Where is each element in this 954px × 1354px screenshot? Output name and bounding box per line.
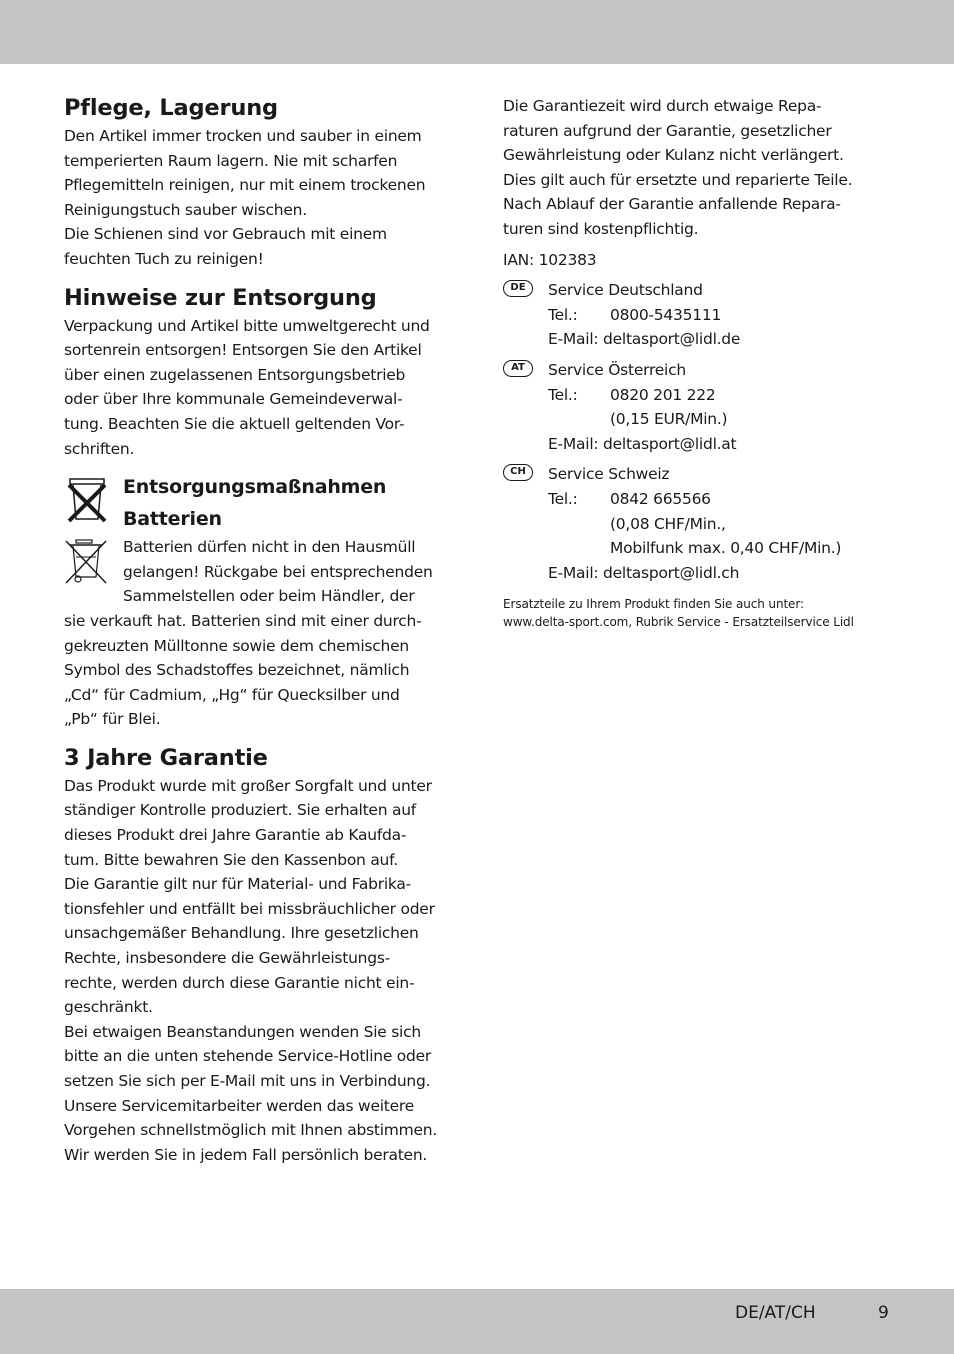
ian-number: IAN: 102383	[503, 250, 597, 269]
text-line: raturen aufgrund der Garantie, gesetzlicher	[503, 121, 832, 140]
country-badge-ch: CH	[503, 464, 533, 481]
crossed-wheelie-bin-icon	[64, 537, 110, 585]
crossed-bin-icon	[64, 475, 110, 525]
battery-heading-line1: Entsorgungsmaßnahmen	[123, 476, 387, 499]
text-line: setzen Sie sich per E-Mail mit uns in Verbindung.	[64, 1072, 431, 1090]
battery-heading-line2: Batterien	[123, 508, 222, 531]
spares-note-line1: Ersatzteile zu Ihrem Produkt finden Sie auch unter:	[503, 597, 804, 612]
email-line: E-Mail: deltasport@lidl.ch	[548, 563, 740, 582]
text-line: dieses Produkt drei Jahre Garantie ab Kaufda-	[64, 826, 407, 845]
text-line: Rechte, insbesondere die Gewährleistungs-	[64, 949, 390, 968]
email-line: E-Mail: deltasport@lidl.at	[548, 434, 737, 453]
text-line: rechte, werden durch diese Garantie nicht ein-	[64, 973, 415, 992]
text-line: feuchten Tuch zu reinigen!	[64, 249, 264, 268]
page-number: 9	[878, 1303, 889, 1323]
service-title: Service Österreich	[548, 360, 686, 379]
tel-label: Tel.:	[548, 305, 578, 324]
text-line: über einen zugelassenen Entsorgungsbetrieb	[64, 365, 406, 384]
service-germany	[503, 278, 883, 352]
top-bar	[0, 0, 954, 64]
text-line: Unsere Servicemitarbeiter werden das weitere	[64, 1096, 414, 1115]
left-column	[64, 92, 456, 1167]
text-line: Batterien dürfen nicht in den Hausmüll	[123, 538, 416, 557]
text-line: Den Artikel immer trocken und sauber in einem	[64, 127, 422, 145]
text-line: Die Garantiezeit wird durch etwaige Repa-	[503, 97, 822, 115]
text-line: turen sind kostenpflichtig.	[503, 219, 699, 238]
tel-number: 0800-5435111	[610, 305, 722, 324]
service-title: Service Schweiz	[548, 465, 670, 484]
text-line: Die Schienen sind vor Gebrauch mit einem	[64, 225, 387, 244]
warranty-heading: 3 Jahre Garantie	[64, 744, 268, 771]
email-line: E-Mail: deltasport@lidl.de	[548, 330, 741, 349]
country-badge-at: AT	[503, 360, 533, 377]
country-badge-de: DE	[503, 280, 533, 297]
text-line: ständiger Kontrolle produziert. Sie erhalten auf	[64, 801, 416, 820]
text-line: Reinigungstuch sauber wischen.	[64, 200, 307, 219]
tel-number: 0820 201 222	[610, 385, 716, 404]
text-line: geschränkt.	[64, 998, 153, 1017]
text-line: gekreuzten Mülltonne sowie dem chemischen	[64, 636, 409, 655]
text-line: Pflegemitteln reinigen, nur mit einem trockenen	[64, 176, 426, 195]
warranty-text	[64, 774, 456, 1168]
text-line: Vorgehen schnellstmöglich mit Ihnen abstimmen.	[64, 1121, 438, 1140]
text-line: temperierten Raum lagern. Nie mit scharfen	[64, 151, 398, 170]
text-line: Bei etwaigen Beanstandungen wenden Sie sich	[64, 1022, 421, 1041]
text-line: unsachgemäßer Behandlung. Ihre gesetzlichen	[64, 924, 419, 943]
text-line: Symbol des Schadstoffes bezeichnet, nämlich	[64, 661, 410, 680]
tel-label: Tel.:	[548, 385, 578, 404]
tel-label: Tel.:	[548, 489, 578, 508]
tel-note: (0,15 EUR/Min.)	[610, 410, 728, 429]
battery-text	[64, 535, 456, 732]
care-heading: Pflege, Lagerung	[64, 95, 278, 121]
text-line: Verpackung und Artikel bitte umweltgerecht und	[64, 316, 430, 335]
text-line: Die Garantie gilt nur für Material- und Fabrika-	[64, 875, 411, 894]
text-line: „Pb“ für Blei.	[64, 710, 161, 729]
text-line: Wir werden Sie in jedem Fall persönlich beraten.	[64, 1145, 428, 1164]
text-line: oder über Ihre kommunale Gemeindeverwal-	[64, 390, 403, 409]
text-line: schriften.	[64, 439, 135, 458]
text-line: „Cd“ für Cadmium, „Hg“ für Quecksilber und	[64, 685, 400, 704]
text-line: Gewährleistung oder Kulanz nicht verlängert.	[503, 146, 844, 165]
text-line: sie verkauft hat. Batterien sind mit einer durch-	[64, 611, 422, 630]
text-line: Das Produkt wurde mit großer Sorgfalt und unter	[64, 776, 432, 795]
text-line: Sammelstellen oder beim Händler, der	[123, 587, 415, 606]
text-line: tung. Beachten Sie die aktuell geltenden Vor-	[64, 414, 405, 433]
care-text	[64, 124, 456, 272]
service-switzerland	[503, 462, 883, 585]
tel-note: (0,08 CHF/Min.,	[610, 514, 726, 533]
service-title: Service Deutschland	[548, 281, 703, 300]
text-line: sortenrein entsorgen! Entsorgen Sie den Artikel	[64, 341, 422, 360]
disposal-heading: Hinweise zur Entsorgung	[64, 284, 377, 311]
footer-region: DE/AT/CH	[735, 1303, 816, 1323]
tel-number: 0842 665566	[610, 489, 711, 508]
spares-note-line2: www.delta-sport.com, Rubrik Service - Ersatzteilservice Lidl	[503, 615, 854, 630]
text-line: tum. Bitte bewahren Sie den Kassenbon auf.	[64, 850, 398, 869]
right-column	[503, 94, 883, 631]
text-line: Nach Ablauf der Garantie anfallende Repara-	[503, 195, 841, 214]
text-line: Dies gilt auch für ersetzte und reparierte Teile.	[503, 170, 853, 189]
warranty-continuation	[503, 94, 883, 242]
battery-section	[64, 471, 456, 732]
disposal-text	[64, 314, 456, 462]
text-line: bitte an die unten stehende Service-Hotline oder	[64, 1047, 432, 1066]
text-line: tionsfehler und entfällt bei missbräuchlicher oder	[64, 899, 435, 918]
service-austria	[503, 358, 883, 456]
tel-note: Mobilfunk max. 0,40 CHF/Min.)	[610, 539, 842, 558]
text-line: gelangen! Rückgabe bei entsprechenden	[123, 562, 433, 581]
